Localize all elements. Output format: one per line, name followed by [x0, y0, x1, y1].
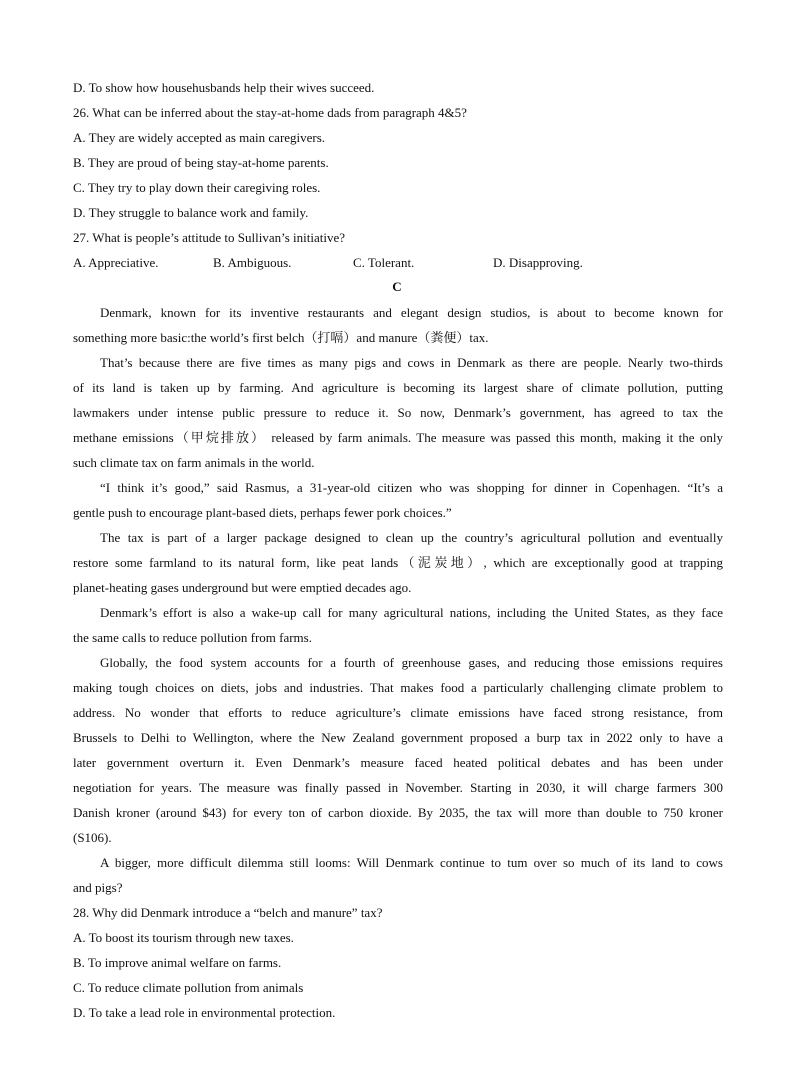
passage-line: gentle push to encourage plant-based diets, perhaps fewer pork choices.” — [73, 505, 452, 520]
q27-option-a: A. Appreciative. — [73, 255, 159, 270]
passage-line: That’s because there are five times as many pigs and cows in Denmark as there are people. Nearly two-thirds — [100, 355, 723, 370]
passage-line: A bigger, more difficult dilemma still looms: Will Denmark continue to tum over so much of its land to cows — [100, 855, 723, 870]
q27-options — [73, 255, 723, 271]
q26-question: 26. What can be inferred about the stay-at-home dads from paragraph 4&5? — [73, 105, 467, 120]
q27-option-c: C. Tolerant. — [353, 255, 415, 270]
passage-line: Brussels to Delhi to Wellington, where the New Zealand government proposed a burp tax in 2022 only to have a — [73, 730, 723, 745]
passage-line: (S106). — [73, 830, 112, 845]
passage-line: such climate tax on farm animals in the world. — [73, 455, 315, 470]
passage-line: Denmark’s effort is also a wake-up call for many agricultural nations, including the United States, as they face — [100, 605, 723, 620]
passage-line: the same calls to reduce pollution from farms. — [73, 630, 312, 645]
passage-line: making tough choices on diets, jobs and industries. That makes food a particularly challenging climate problem to — [73, 680, 723, 695]
q26-option-d: D. They struggle to balance work and family. — [73, 205, 309, 220]
q26-option-a: A. They are widely accepted as main caregivers. — [73, 130, 326, 145]
passage-line: methane emissions（甲烷排放） released by farm animals. The measure was passed this month, making it the only — [73, 430, 723, 445]
q28-option-d: D. To take a lead role in environmental protection. — [73, 1005, 336, 1020]
section-title: C — [392, 279, 402, 294]
passage-line: lawmakers under intense public pressure to reduce it. So now, Denmark’s government, has agreed to tax the — [73, 405, 723, 420]
passage-line: Danish kroner (around $43) for every ton of carbon dioxide. By 2035, the tax will more than double to 750 kroner — [73, 805, 723, 820]
q27-option-b: B. Ambiguous. — [213, 255, 292, 270]
q28-option-c: C. To reduce climate pollution from animals — [73, 980, 304, 995]
passage-line: The tax is part of a larger package designed to clean up the country’s agricultural pollution and eventually — [100, 530, 723, 545]
q27-question: 27. What is people’s attitude to Sullivan’s initiative? — [73, 230, 345, 245]
q28-option-b: B. To improve animal welfare on farms. — [73, 955, 282, 970]
passage-line: of its land is taken up by farming. And agriculture is becoming its largest share of climate pollution, putting — [73, 380, 723, 395]
q25-option-d: D. To show how househusbands help their wives succeed. — [73, 80, 375, 95]
q26-option-b: B. They are proud of being stay-at-home parents. — [73, 155, 329, 170]
q28-option-a: A. To boost its tourism through new taxes. — [73, 930, 294, 945]
passage-line: “I think it’s good,” said Rasmus, a 31-year-old citizen who was shopping for dinner in Copenhagen. “It’s a — [100, 480, 723, 495]
q26-option-c: C. They try to play down their caregiving roles. — [73, 180, 321, 195]
q28-question: 28. Why did Denmark introduce a “belch and manure” tax? — [73, 905, 383, 920]
passage-line: negotiation for years. The measure was finally passed in November. Starting in 2030, it will charge farmers 300 — [73, 780, 723, 795]
passage-line: something more basic:the world’s first belch（打嗝）and manure（粪便）tax. — [73, 330, 489, 345]
passage-line: Denmark, known for its inventive restaurants and elegant design studios, is about to become known for — [100, 305, 723, 320]
passage-line: later government overturn it. Even Denmark’s measure faced heated political debates and has been under — [73, 755, 723, 770]
passage-line: planet-heating gases underground but were emptied decades ago. — [73, 580, 412, 595]
passage-line: Globally, the food system accounts for a fourth of greenhouse gases, and reducing those emissions requires — [100, 655, 723, 670]
q27-option-d: D. Disapproving. — [493, 255, 583, 270]
passage-line: and pigs? — [73, 880, 123, 895]
passage-line: restore some farmland to its natural form, like peat lands（泥炭地）, which are exceptionally good at trapping — [73, 555, 723, 570]
passage-line: address. No wonder that efforts to reduce agriculture’s climate emissions have faced strong resistance, from — [73, 705, 723, 720]
